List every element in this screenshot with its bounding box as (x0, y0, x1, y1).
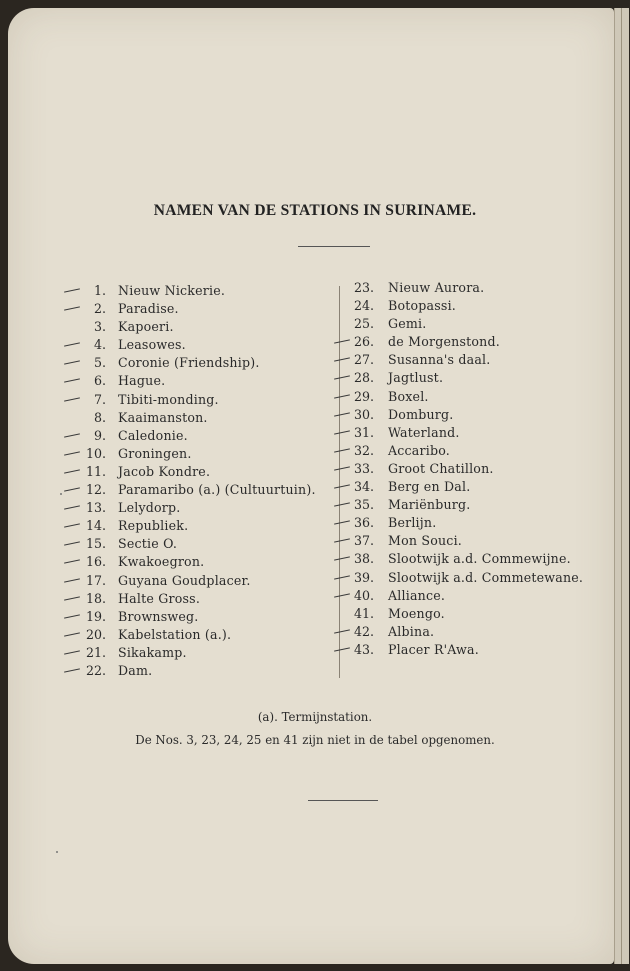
station-name: Slootwijk a.d. Commewijne. (388, 551, 571, 567)
station-name: Nieuw Aurora. (388, 280, 485, 295)
station-name: Coronie (Friendship). (118, 355, 260, 371)
station-name: Sectie O. (118, 536, 178, 552)
station-number: 6. (93, 373, 106, 389)
station-number: 5. (93, 355, 106, 371)
station-name: Kabelstation (a.). (118, 626, 232, 642)
station-number: 26. (353, 334, 374, 350)
station-number: 33. (353, 460, 374, 476)
station-number: 12. (85, 482, 106, 498)
station-number: 40. (353, 587, 374, 603)
station-name: Lelydorp. (118, 500, 181, 516)
station-number: 37. (353, 533, 374, 549)
station-number: 31. (353, 424, 374, 440)
closing-rule (308, 800, 378, 801)
station-number: 41. (353, 605, 374, 621)
column-divider (339, 286, 340, 678)
page-title: NAMEN VAN DE STATIONS IN SURINAME. (153, 202, 477, 219)
station-number: 15. (85, 536, 106, 552)
station-name: Domburg. (388, 406, 454, 422)
station-number: 25. (353, 316, 374, 332)
paper-speck (56, 851, 58, 853)
station-number: 32. (353, 442, 374, 458)
station-number: 17. (85, 572, 106, 588)
station-number: 8. (93, 409, 106, 425)
station-name: Caledonie. (118, 427, 188, 443)
station-name: Berg en Dal. (388, 479, 471, 495)
station-name: Dam. (118, 662, 153, 678)
station-number: 18. (85, 590, 106, 606)
station-number: 27. (353, 352, 374, 368)
station-number: 34. (353, 479, 374, 495)
station-name: Republiek. (118, 518, 189, 534)
station-name: Jagtlust. (388, 370, 444, 386)
station-name: Leasowes. (118, 337, 186, 353)
station-number: 30. (353, 406, 374, 422)
station-name: Groot Chatillon. (388, 460, 494, 476)
station-number: 35. (353, 497, 374, 513)
station-number: 20. (85, 626, 106, 642)
station-name: Paradise. (118, 301, 179, 317)
station-name: Mariënburg. (388, 497, 471, 513)
station-name: de Morgenstond. (388, 334, 500, 350)
station-number: 21. (85, 644, 106, 660)
page-edge (614, 8, 629, 964)
footnote-omitted: De Nos. 3, 23, 24, 25 en 41 zijn niet in de tabel opgenomen. (135, 733, 495, 747)
station-number: 38. (353, 551, 374, 567)
station-name: Moengo. (388, 605, 445, 621)
station-name: Jacob Kondre. (118, 463, 211, 479)
station-number: 3. (93, 319, 106, 335)
station-name: Brownsweg. (118, 608, 199, 624)
station-name: Berlijn. (388, 515, 437, 531)
title-rule (298, 246, 370, 247)
station-number: 7. (93, 391, 106, 407)
station-number: 22. (85, 662, 106, 678)
station-name: Albina. (388, 623, 435, 639)
station-name: Boxel. (388, 388, 429, 404)
station-name: Alliance. (388, 587, 446, 603)
station-name: Slootwijk a.d. Commetewane. (388, 569, 584, 585)
station-number: 14. (85, 518, 106, 534)
station-number: 19. (85, 608, 106, 624)
footnote-terminal: (a). Termijnstation. (257, 710, 373, 724)
station-name: Kapoeri. (118, 319, 174, 335)
station-number: 9. (93, 427, 106, 443)
station-name: Sikakamp. (118, 644, 187, 660)
station-number: 23. (353, 280, 374, 295)
station-name: Botopassi. (388, 298, 457, 314)
station-name: Mon Souci. (388, 533, 462, 549)
station-number: 2. (93, 301, 106, 317)
station-name: Susanna's daal. (388, 352, 491, 368)
station-name: Nieuw Nickerie. (118, 283, 226, 298)
station-number: 29. (353, 388, 374, 404)
station-name: Gemi. (388, 316, 427, 332)
station-number: 10. (85, 445, 106, 461)
station-number: 39. (353, 569, 374, 585)
station-number: 42. (353, 623, 374, 639)
station-number: 28. (353, 370, 374, 386)
paper-speck (60, 493, 62, 495)
station-name: Kaaimanston. (118, 409, 208, 425)
station-number: 36. (353, 515, 374, 531)
station-name: Waterland. (388, 424, 460, 440)
station-number: 1. (93, 283, 106, 298)
station-name: Halte Gross. (118, 590, 201, 606)
station-name: Groningen. (118, 445, 192, 461)
station-number: 16. (85, 554, 106, 570)
station-number: 24. (353, 298, 374, 314)
station-name: Hague. (118, 373, 166, 389)
station-name: Guyana Goudplacer. (118, 572, 251, 588)
station-number: 43. (353, 641, 374, 657)
station-name: Tibiti-monding. (118, 391, 219, 407)
station-name: Kwakoegron. (118, 554, 205, 570)
station-number: 4. (93, 337, 106, 353)
station-number: 13. (85, 500, 106, 516)
station-name: Paramaribo (a.) (Cultuurtuin). (118, 482, 316, 498)
station-name: Placer R'Awa. (388, 641, 479, 657)
station-name: Accaribo. (388, 442, 450, 458)
station-number: 11. (85, 463, 106, 479)
